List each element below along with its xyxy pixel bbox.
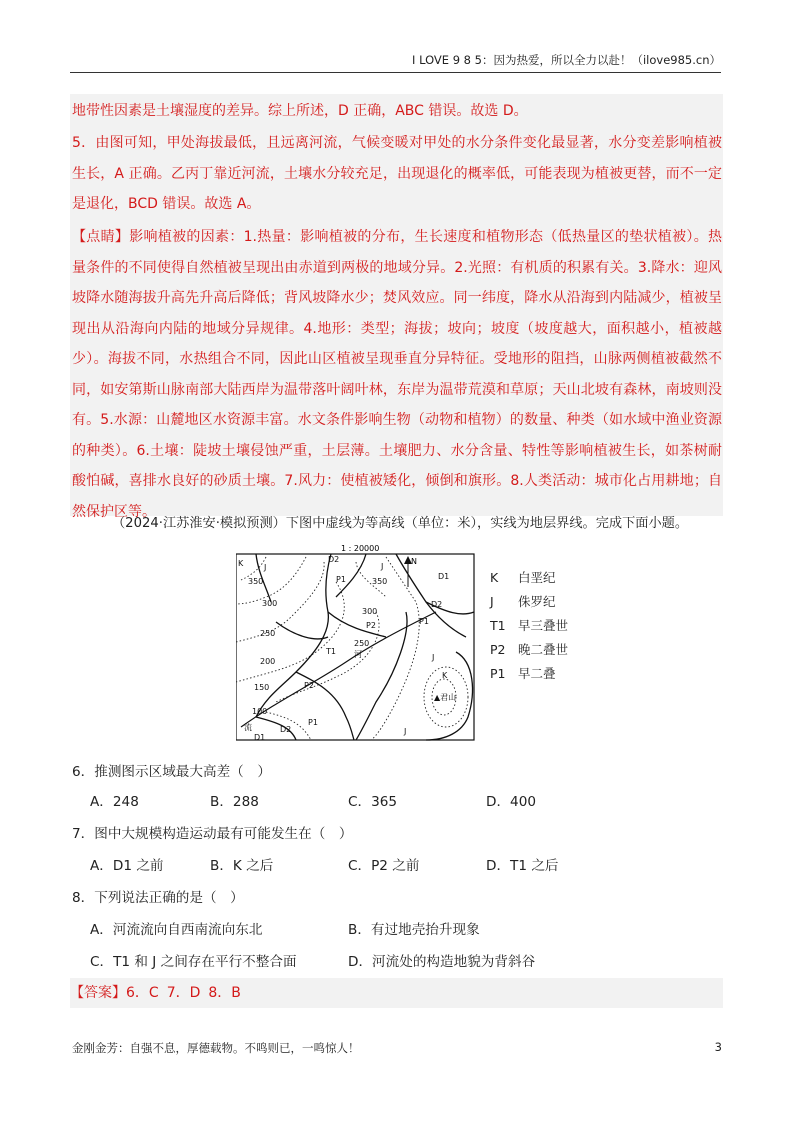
river-label: 流 (244, 723, 252, 732)
question-intro: （2024·江苏淮安·模拟预测）下图中虚线为等高线（单位：米），实线为地层界线。完成下面小题。 (112, 516, 689, 531)
contour-label: 250 (260, 629, 276, 638)
page-number: 3 (714, 1040, 722, 1054)
option-c: C．P2 之前 (348, 858, 420, 874)
legend-item: K 白垩纪 (490, 570, 556, 585)
contour-label: 100 (252, 707, 268, 716)
strata-label: J (381, 562, 384, 571)
strata-label: D2 (431, 600, 443, 609)
strata-label: K (238, 559, 244, 568)
option-a: A．248 (90, 794, 139, 810)
strata-label: J (264, 563, 267, 572)
river-label: 河 (354, 650, 362, 659)
option-b: B．288 (210, 794, 259, 810)
page-footer (72, 1040, 722, 1056)
map-scale: 1 : 20000 (341, 544, 380, 553)
question-6: 6．推测图示区域最大高差（ ） (72, 764, 271, 780)
strata-label: D1 (254, 733, 266, 742)
legend-item: P2 晚二叠世 (490, 642, 569, 657)
page-header: I LOVE 9 8 5：因为热爱，所以全力以赴！（ilove985.cn） (70, 52, 721, 73)
option-b: B．K 之后 (210, 858, 274, 874)
peak-label: ▲君山 (434, 693, 457, 702)
legend-item: P1 早二叠 (490, 666, 556, 681)
strata-label: D2 (328, 555, 340, 564)
strata-label: P1 (419, 617, 429, 626)
answer-label: 【答案】 (70, 985, 126, 1001)
answer-item: 6．C (126, 985, 159, 1001)
strata-label: P1 (308, 718, 318, 727)
legend-item: T1 早三叠世 (490, 618, 569, 633)
contour-label: 250 (354, 639, 370, 648)
contour-label: 150 (254, 683, 270, 692)
legend-item: J 侏罗纪 (490, 594, 556, 609)
option-a: A．河流流向自西南流向东北 (90, 922, 263, 938)
option-a: A．D1 之前 (90, 858, 164, 874)
explanation-line: 地带性因素是土壤湿度的差异。综上所述，D 正确，ABC 错误。故选 D。 (72, 103, 528, 119)
contour-label: 350 (372, 577, 388, 586)
contour-label: 300 (262, 599, 278, 608)
map-legend (490, 566, 570, 686)
question-8: 8．下列说法正确的是（ ） (72, 890, 244, 906)
answer-item: 8．B (208, 985, 241, 1001)
option-c: C．T1 和 J 之间存在平行不整合面 (90, 954, 297, 970)
option-d: D．T1 之后 (486, 858, 559, 874)
north-label: N (411, 557, 417, 566)
question-7: 7．图中大规模构造运动最有可能发生在（ ） (72, 826, 353, 842)
geologic-map-figure (236, 542, 476, 742)
strata-label: J (404, 727, 407, 736)
option-d: D．400 (486, 794, 537, 810)
tip-paragraph (72, 222, 722, 527)
tip-text: 影响植被的因素：1.热量：影响植被的分布，生长速度和植物形态（低热量区的垫状植被）。热量条件的不同使得自然植被呈现出由赤道到两极的地域分异。2.光照：有机质的积累有关。3.降水：迎风坡降水随海拔升高先升高后降低；背风坡降水少；焚风效应。同一纬度，降水从沿海到内陆减少，植被呈现出从沿海向内陆的地域分异规律。4.地形：类型；海拔；坡向；坡度（坡度越大，面积越小，植被越少）。海拔不同，水热组合不同，因此山区植被呈现垂直分异特征。受地形的阻挡，山脉两侧植被截然不同，如安第斯山脉南部大陆西岸为温带落叶阔叶林，东岸为温带荒漠和草原；天山北坡有森林，南坡则没有。5.水源：山麓地区水资源丰富。水文条件影响生物（动物和植物）的数量、种类（如水域中渔业资源的种类）。6.土壤：陡坡土壤侵蚀严重，土层薄。土壤肥力、水分含量、特性等影响植被生长，如茶树耐酸怕碱，喜排水良好的砂质土壤。7.风力：使植被矮化，倾倒和旗形。8.人类活动：城市化占用耕地；自然保护区等。 (72, 229, 723, 520)
strata-label: P2 (304, 681, 314, 690)
strata-label: J (432, 653, 435, 662)
geologic-map (236, 542, 476, 742)
strata-label: D1 (438, 572, 450, 581)
option-d: D．河流处的构造地貌为背斜谷 (348, 954, 536, 970)
footer-motto: 金刚金芳：自强不息，厚德载物。不鸣则已，一鸣惊人！ (72, 1041, 360, 1055)
contour-label: 200 (260, 657, 276, 666)
strata-label: T1 (326, 647, 336, 656)
explanation-q5: 5．由图可知，甲处海拔最低，且远离河流，气候变暖对甲处的水分条件变化最显著，水分变差影响植被生长，A 正确。乙丙丁靠近河流，土壤水分较充足，出现退化的概率低，可能表现为植被更替，而不一定是退化，BCD 错误。故选 A。 (72, 135, 722, 212)
option-b: B．有过地壳抬升现象 (348, 922, 480, 938)
strata-label: P2 (366, 621, 376, 630)
strata-label: K (442, 671, 448, 680)
contour-label: 300 (362, 607, 378, 616)
answer-item: 7．D (166, 985, 201, 1001)
tip-label: 【点睛】 (72, 229, 130, 245)
strata-label: P1 (336, 575, 346, 584)
option-c: C．365 (348, 794, 398, 810)
contour-label: 350 (248, 577, 264, 586)
answer-bar (70, 978, 723, 1008)
strata-label: D2 (280, 725, 292, 734)
